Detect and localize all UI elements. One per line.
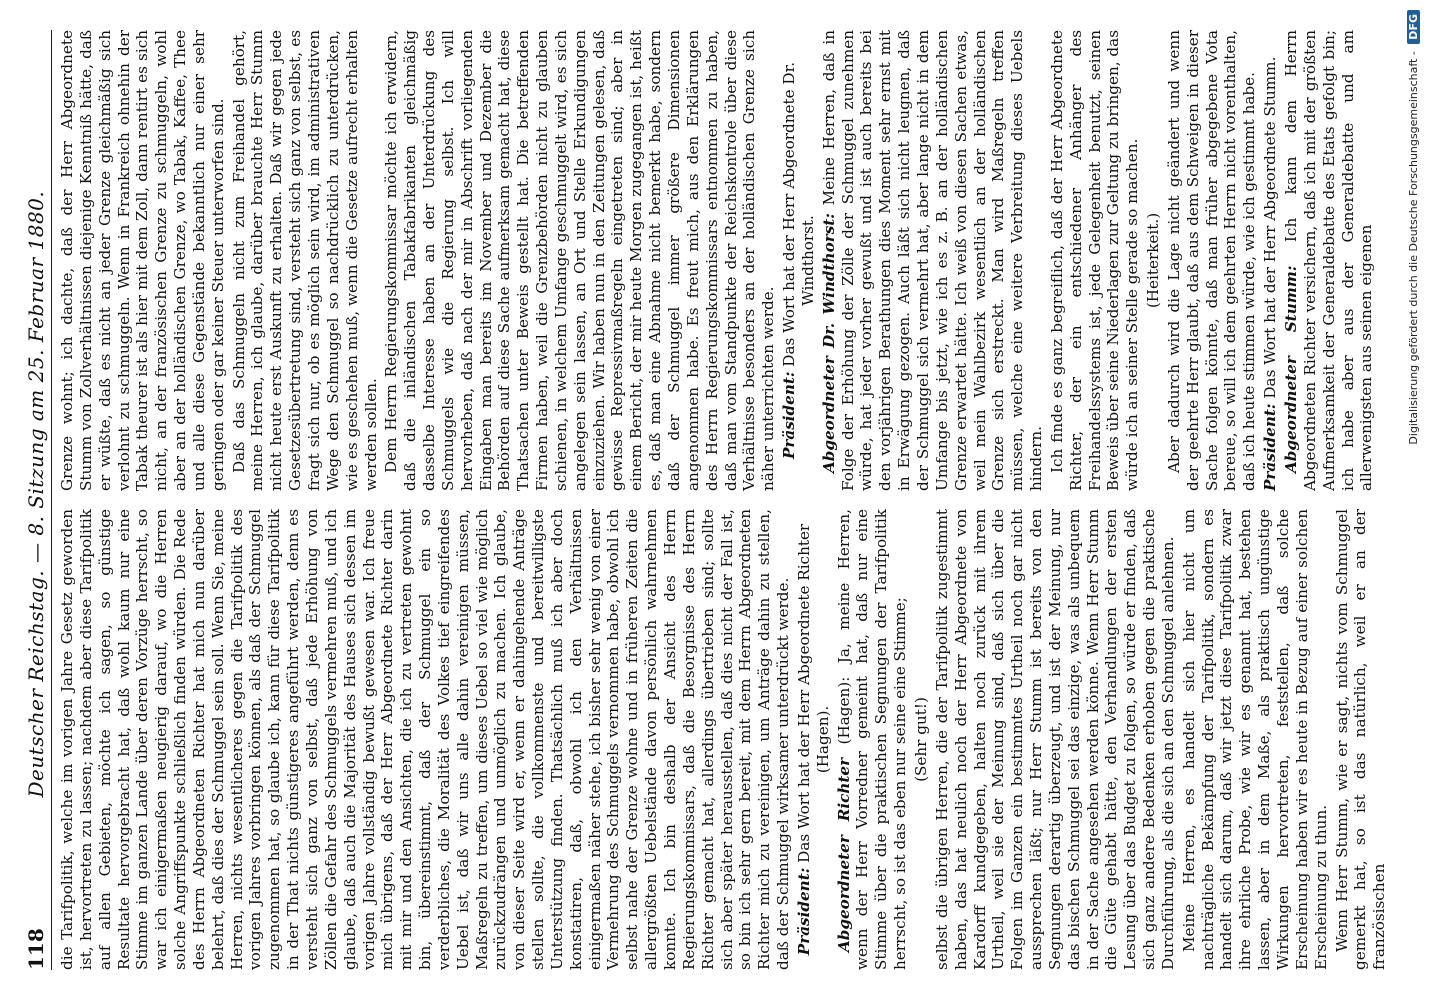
- paragraph: die Tarifpolitik, welche im vorigen Jahre Gesetz geworden ist, hervortreten zu lassen; nachdem aber diese Tarifpolitik auf allen Gebieten, möchte ich sagen, so günstige Resultate hervorgebracht hat, daß wohl kaum nur eine Stimme im ganzen Lande über deren Vorzüge herrscht, so war ich einigermaßen neugierig darauf, wo die Herren solche Angriffspunkte schließlich finden würden. Die Rede des Herrn Abgeordneten Richter hat mich nun darüber belehrt, daß dies der Schmuggel sein soll. Wenn Sie, meine Herren, nichts wesentlicheres gegen die Tarifpolitik des vorigen Jahres vorbringen können, als daß der Schmuggel zugenommen hat, so glaube ich, kann für diese Tarifpolitik in der That nichts günstigeres angeführt werden, denn es versteht sich ganz von selbst, daß jede Erhöhung von Zöllen die Gefahr des Schmuggels vermehren muß, und ich glaube, daß auch die Majorität des Hauses sich dessen im vorigen Jahre vollständig bewußt gewesen war. Ich freue mich übrigens, daß der Herr Abgeordnete Richter darin mit mir und den Ansichten, die ich zu vertreten gewohnt bin, übereinstimmt, daß der Schmuggel ein so verderbliches, die Moralität des Volkes tief eingreifendes Uebel ist, daß wir uns alle dahin vereinigen müssen, Maßregeln zu treffen, um dieses Uebel so viel wie möglich zurückzudrängen und unmöglich zu machen. Ich glaube, von dieser Seite wird er, wenn er dahingehende Anträge stellen sollte, die vollkommenste und bereitwilligste Unterstützung finden. Thatsächlich muß ich aber doch konstatiren, daß, obwohl ich den Verhältnissen einigermaßen näher stehe, ich bisher sehr wenig von einer Vermehrung des Schmuggels vernommen habe, obwohl ich selbst nahe der Grenze wohne und in früheren Zeiten die allergrößten Uebelstände davon persönlich wahrnehmen konnte. Ich bin deshalb der Ansicht des Herrn Regierungskommissars, daß die Besorgnisse des Herrn Richter gemacht hat, allerdings übertrieben sind; sollte sich aber später herausstellen, daß dies nicht der Fall ist, so bin ich sehr gern bereit, mit dem Herrn Abgeordneten Richter mich zu vereinigen, um Anträge dahin zu stellen, daß der Schmuggel wirksamer unterdrückt werde.: [58, 509, 793, 970]
- column-left: [58, 509, 1389, 970]
- speech-text: Ich kann dem Herrn Abgeordneten Richter versichern, daß ich mit der größten Aufmerksamkeit der Generaldebatte des Etats gefolgt bin; ich habe aber aus der Generaldebatte und am allerwenigsten aus seinen eigenen: [1282, 30, 1376, 491]
- speech: [820, 30, 1046, 491]
- paragraph: Meine Herren, es handelt sich hier nicht um nachträgliche Bekämpfung der Tarifpolitik, sondern es handelt sich darum, daß wir jetzt diese Tarifpolitik zwar ihre ehrliche Probe, wie wir es genannt hat, bestehen lassen, aber in dem Maße, als praktisch ungünstige Wirkungen hervortreten, feststellen, daß solche Erscheinung haben wir es heute in Bezug auf einer solchen Erscheinung zu thun.: [1179, 509, 1330, 970]
- reaction: (Heiterkeit.): [1144, 212, 1163, 309]
- page-title: Deutscher Reichstag. — 8. Sitzung am 25. Februar 1880.: [24, 190, 48, 798]
- president-line: [1261, 30, 1280, 491]
- digitization-credit: [1407, 0, 1420, 1000]
- speaker-name: Abgeordneter Richter: [834, 757, 853, 952]
- paragraph: selbst die übrigen Herren, die der Tarifpolitik zugestimmt haben, das hat neulich noch der Herr Abgeordnete von Kardorff kundgegeben, halten noch zurück mit ihrem Urtheil, weil sie der Meinung sind, daß sich über die Folgen im Ganzen ein bestimmtes Urtheil noch gar nicht aussprechen läßt; nur Herr Stumm ist bereits von den Segnungen derartig überzeugt, und ist der Meinung, nur das bischen Schmuggel sei das einzige, was als unbequem in der Sache angesehen werden könne. Wenn Herr Stumm die Güte gehabt hätte, den Verhandlungen der ersten Lesung über das Budget zu folgen, so würde er finden, daß sich ganz andere Bedenken erhoben gegen die praktische Durchführung, als die sich an den Schmuggel anlehnen.: [932, 509, 1177, 970]
- paragraph: Dem Herrn Regierungskommissar möchte ich erwidern, daß die inländischen Tabakfabrikanten gleichmäßig dasselbe Interesse haben an der Unterdrückung des Schmuggels wie die Regierung selbst. Ich will hervorheben, daß nach der mir in Abschrift vorliegenden Eingaben man bereits im November und Dezember die Behörden auf diese Sache aufmerksam gemacht hat, diese Thatsachen unter Beweis gestellt hat. Die betreffenden Firmen haben, weil die Grenzbehörden nicht zu glauben schienen, in welchem Umfange geschmuggelt wird, es sich angelegen sein lassen, an Ort und Stelle Erkundigungen einzuziehen. Wir haben nun in den Zeitungen gelesen, daß gewisse Repressivmaßregeln eingetreten sind; aber in einem Bericht, der mir heute Morgen zugegangen ist, heißt es, daß man eine Abnahme nicht bemerkt habe, sondern daß der Schmuggel immer größere Dimensionen angenommen habe. Es freut mich, aus den Erklärungen des Herrn Regierungskommissars entnommen zu haben, daß man vom Standpunkte der Reichskontrole über diese Verhältnisse besonders an der holländischen Grenze sich näher unterrichten werde.: [382, 30, 778, 491]
- credit-text: Digitalisierung gefördert durch die Deutsche Forschungsgemeinschaft -: [1407, 51, 1420, 445]
- paragraph: Grenze wohnt; ich dachte, daß der Herr Abgeordnete Stumm von Zollverhältnissen diejenige Kenntniß hätte, daß er wüßte, daß es nicht an jeder Grenze gleichmäßig sich verlohnt zu schmuggeln. Wenn in Frankreich ohnehin der Tabak theurer ist als hier mit dem Zoll, dann rentirt es sich nicht, an der französischen Grenze zu schmuggeln, wohl aber an der holländischen Grenze, wo Tabak, Kaffee, Thee und alle diese Gegenstände bekanntlich nur einer sehr geringen oder gar keiner Steuer unterworfen sind.: [58, 30, 227, 491]
- text-columns: [58, 29, 1389, 970]
- speech-text: Meine Herren, daß in Folge der Erhöhung der Zölle der Schmuggel zunehmen würde, hat jeder vorher gewußt und ist auch bereits bei den vorjährigen Berathungen dies Moment sehr ernst mit in Erwägung gezogen. Auch läßt sich nicht leugnen, daß der Schmuggel sich vermehrt hat, aber lange nicht in dem Umfange bis jetzt, wie ich es z. B. an der holländischen Grenze erwartet hätte. Ich weiß von diesen Sachen etwas, weil mein Wahlbezirk wesentlich an der holländischen Grenze sich erstreckt. Man wird Maßregeln treffen müssen, welche eine weitere Verbreitung dieses Uebels hindern.: [819, 29, 1046, 491]
- paragraph: Aber dadurch wird die Lage nicht geändert und wenn der geehrte Herr glaubt, daß aus dem Schweigen in dieser Sache folgen könnte, daß man früher abgegebene Vota bereue, so will ich dem geehrten Herrn nicht vorenthalten, daß ich heute stimmen würde, wie ich gestimmt habe.: [1164, 30, 1259, 491]
- column-right: [58, 29, 1376, 491]
- speech: [835, 509, 910, 970]
- president-text: Das Wort hat der Herr Abgeordnete Stumm.: [1261, 56, 1280, 399]
- president-text: Das Wort hat der Herr Abgeordnete Dr. Windthorst.: [780, 61, 817, 367]
- paragraph: Daß das Schmuggeln nicht zum Freihandel gehört, meine Herren, ich glaube, darüber brauchte Herr Stumm nicht heute erst Auskunft zu erhalten. Daß wir gegen jede Gesetzesübertretung sind, versteht sich ganz von selbst, es fragt sich nur, ob es möglich sein wird, im administrativen Wege den Schmuggel so nachdrücklich zu unterdrücken, wie es geschehen muß, wenn die Gesetze aufrecht erhalten werden sollen.: [229, 30, 380, 491]
- speaker-name: Abgeordneter Stumm:: [1282, 265, 1300, 473]
- speech-text: (Hagen): Ja, meine Herren, wenn der Herr Vorredner gemeint hat, daß nur eine Stimme über die praktischen Segnungen der Tarifpolitik herrscht, so ist das eben nur seine eine Stimme;: [834, 509, 910, 970]
- president-line: [780, 30, 818, 491]
- president-line: [795, 509, 833, 970]
- speech: [1282, 30, 1376, 491]
- page-header: [20, 30, 52, 970]
- reaction: (Sehr gut!): [911, 697, 930, 782]
- page-number: 118: [24, 928, 48, 970]
- speaker-name: Präsident:: [794, 867, 813, 956]
- paragraph: Ich finde es ganz begreiflich, daß der Herr Abgeordnete Richter, der ein entschiedener Anhänger des Freihandelssystems ist, jede Gelegenheit benutzt, seinen Beweis über seine Niederlagen zur Geltung zu bringen, das würde ich an seiner Stelle gerade so machen.: [1047, 30, 1142, 491]
- speaker-name: Abgeordneter Dr. Windthorst:: [819, 213, 838, 473]
- paragraph: Wenn Herr Stumm, wie er sagt, nichts vom Schmuggel gemerkt hat, so ist das natürlich, weil er an der französischen: [1332, 509, 1389, 970]
- speaker-name: Präsident:: [1261, 403, 1280, 491]
- speaker-name: Präsident:: [780, 371, 799, 460]
- dfg-logo: DFG: [1407, 10, 1420, 44]
- president-text: Das Wort hat der Herr Abgeordnete Richter (Hagen).: [794, 523, 832, 863]
